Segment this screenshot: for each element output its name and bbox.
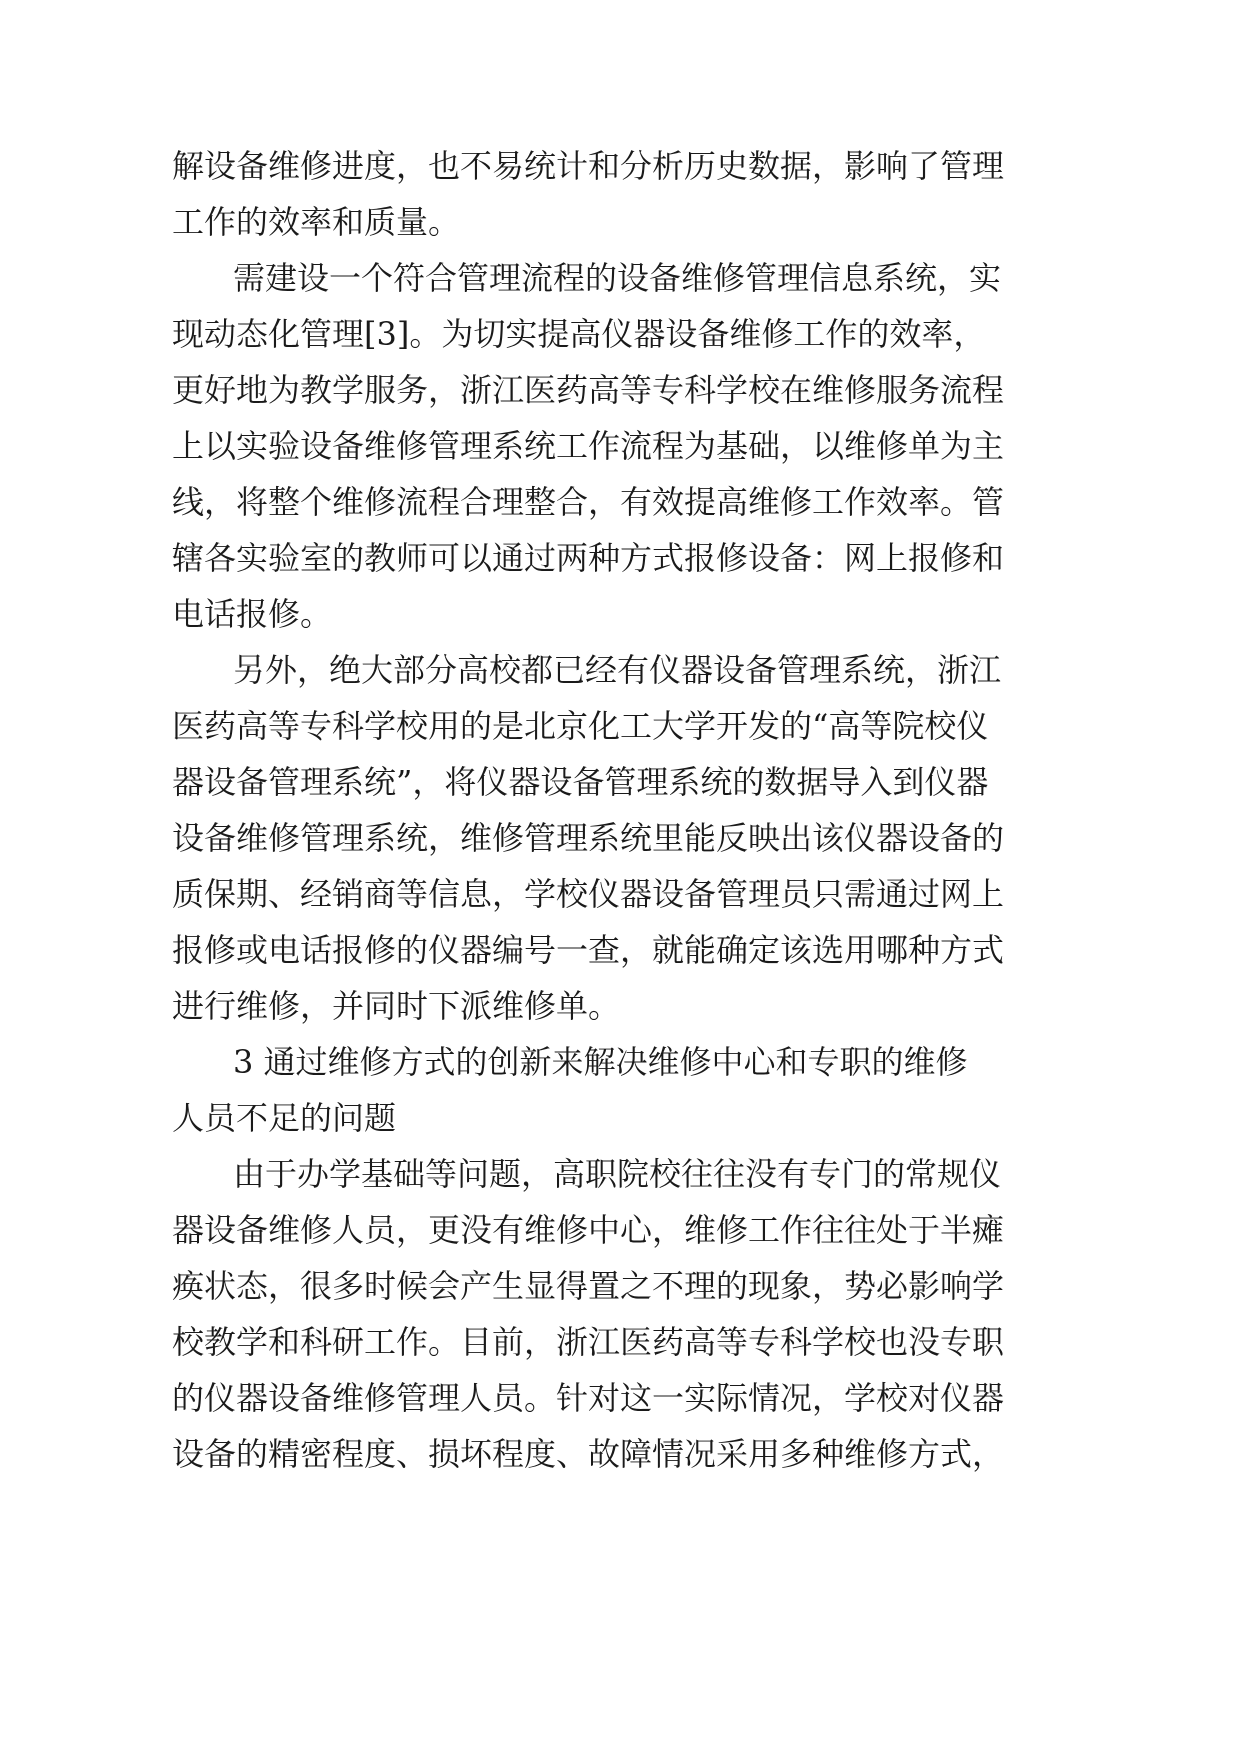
text-line-9: 电话报修。 (172, 595, 333, 633)
text-line-4: 现动态化管理[3]。为切实提高仪器设备维修工作的效率， (172, 315, 986, 353)
text-line-15: 报修或电话报修的仪器编号一查，就能确定该选用哪种方式 (172, 931, 1005, 969)
section-heading-line-2: 人员不足的问题 (172, 1099, 397, 1137)
text-line-13: 设备维修管理系统，维修管理系统里能反映出该仪器设备的 (172, 819, 1005, 857)
text-line-11: 医药高等专科学校用的是北京化工大学开发的“高等院校仪 (172, 707, 989, 745)
text-line-21: 痪状态，很多时候会产生显得置之不理的现象，势必影响学 (172, 1267, 1005, 1305)
text-line-8: 辖各实验室的教师可以通过两种方式报修设备：网上报修和 (172, 539, 1005, 577)
text-line-7: 线，将整个维修流程合理整合，有效提高维修工作效率。管 (172, 483, 1005, 521)
text-line-20: 器设备维修人员，更没有维修中心，维修工作往往处于半瘫 (172, 1211, 1005, 1249)
text-line-16: 进行维修，并同时下派维修单。 (172, 987, 621, 1025)
text-line-22: 校教学和科研工作。目前，浙江医药高等专科学校也没专职 (172, 1323, 1005, 1361)
text-line-1: 解设备维修进度，也不易统计和分析历史数据，影响了管理 (172, 147, 1005, 185)
text-line-23: 的仪器设备维修管理人员。针对这一实际情况，学校对仪器 (172, 1379, 1005, 1417)
text-line-3: 需建设一个符合管理流程的设备维修管理信息系统，实 (233, 259, 1002, 297)
text-line-19: 由于办学基础等问题，高职院校往往没有专门的常规仪 (233, 1155, 1002, 1193)
section-heading-line-1: 3 通过维修方式的创新来解决维修中心和专职的维修 (233, 1043, 968, 1081)
text-line-5: 更好地为教学服务，浙江医药高等专科学校在维修服务流程 (172, 371, 1005, 409)
text-line-24: 设备的精密程度、损坏程度、故障情况采用多种维修方式， (172, 1435, 1005, 1473)
text-line-14: 质保期、经销商等信息，学校仪器设备管理员只需通过网上 (172, 875, 1005, 913)
text-line-10: 另外，绝大部分高校都已经有仪器设备管理系统，浙江 (233, 651, 1002, 689)
text-line-2: 工作的效率和质量。 (172, 203, 461, 241)
text-line-12: 器设备管理系统”，将仪器设备管理系统的数据导入到仪器 (172, 763, 989, 801)
text-line-6: 上以实验设备维修管理系统工作流程为基础，以维修单为主 (172, 427, 1005, 465)
